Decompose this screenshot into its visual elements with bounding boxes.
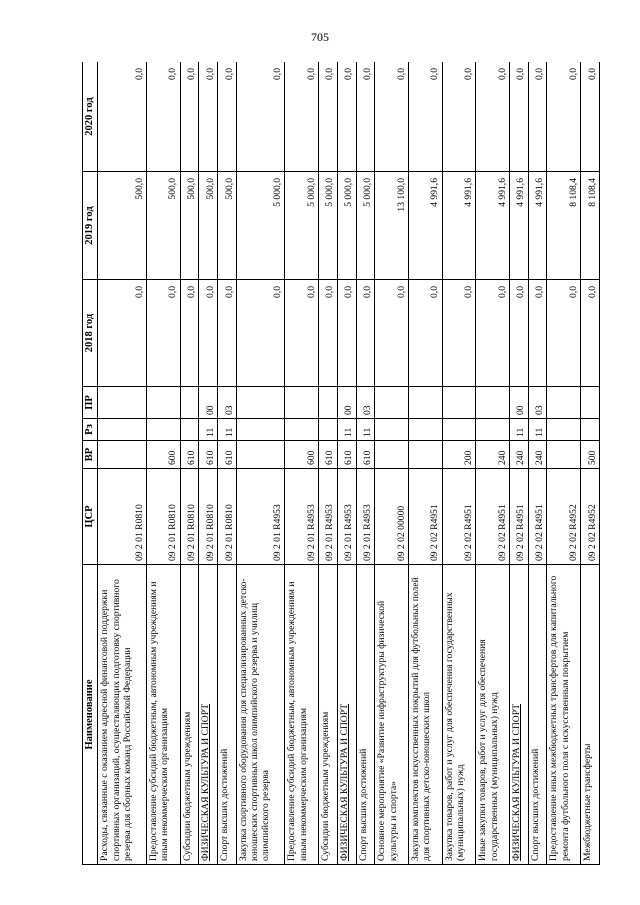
cell-2019: 500,0 bbox=[98, 172, 146, 280]
cell-name: Спорт высших достижений bbox=[356, 565, 375, 865]
cell-name: Основное мероприятие «Развитие инфраструктуры физической культуры и спорта» bbox=[375, 565, 409, 865]
cell-name: Расходы, связанные с оказанием адресной финансовой поддержки спортивных организаций, осуществляющих подготовку спортивного резерва для сборных команд Российской Федерации bbox=[98, 565, 146, 865]
cell-rz bbox=[442, 419, 476, 441]
table-row bbox=[98, 62, 146, 865]
table-row bbox=[476, 62, 510, 865]
cell-name bbox=[199, 565, 218, 865]
cell-2020: 0,0 bbox=[528, 62, 547, 172]
cell-pr bbox=[98, 387, 146, 419]
cell-name bbox=[337, 565, 356, 865]
cell-vr: 610 bbox=[318, 441, 337, 469]
table-row bbox=[199, 62, 218, 865]
cell-2020: 0,0 bbox=[375, 62, 409, 172]
cell-name: Закупка спортивного оборудования для специализированных детско-юношеских спортивных школ олимпийского резерва и училищ олимпийского резерва bbox=[236, 565, 284, 865]
table-row bbox=[146, 62, 180, 865]
cell-name: Межбюджетные трансферты bbox=[581, 565, 600, 865]
cell-pr: 00 bbox=[509, 387, 528, 419]
cell-pr: 03 bbox=[218, 387, 237, 419]
cell-pr bbox=[375, 387, 409, 419]
header-vr: ВР bbox=[83, 441, 98, 469]
cell-pr bbox=[442, 387, 476, 419]
cell-2019: 4 991,6 bbox=[408, 172, 442, 280]
cell-pr bbox=[408, 387, 442, 419]
cell-vr bbox=[408, 441, 442, 469]
rotated-table-frame bbox=[82, 62, 600, 865]
cell-name: Предоставление иных межбюджетных трансфертов для капитального ремонта футбольного поля с искусственным покрытием bbox=[547, 565, 581, 865]
cell-2018: 0,0 bbox=[476, 280, 510, 387]
cell-vr: 240 bbox=[509, 441, 528, 469]
cell-2019: 4 991,6 bbox=[528, 172, 547, 280]
cell-csr: 09 2 01 R0810 bbox=[180, 469, 199, 565]
cell-2020: 0,0 bbox=[218, 62, 237, 172]
cell-name: Субсидии бюджетным учреждениям bbox=[180, 565, 199, 865]
cell-2018: 0,0 bbox=[408, 280, 442, 387]
cell-name: Закупка товаров, работ и услуг для обеспечения государственных (муниципальных) нужд bbox=[442, 565, 476, 865]
cell-rz: 11 bbox=[199, 419, 218, 441]
cell-rz bbox=[180, 419, 199, 441]
cell-2019: 4 991,6 bbox=[442, 172, 476, 280]
table-row bbox=[236, 62, 284, 865]
cell-name: Спорт высших достижений bbox=[218, 565, 237, 865]
cell-pr: 03 bbox=[528, 387, 547, 419]
cell-rz: 11 bbox=[509, 419, 528, 441]
cell-2020: 0,0 bbox=[146, 62, 180, 172]
cell-rz bbox=[146, 419, 180, 441]
cell-rz bbox=[285, 419, 319, 441]
cell-csr: 09 2 02 R4951 bbox=[528, 469, 547, 565]
cell-2019: 5 000,0 bbox=[318, 172, 337, 280]
cell-vr: 610 bbox=[218, 441, 237, 469]
cell-rz bbox=[236, 419, 284, 441]
cell-name: Закупка комплектов искусственных покрытий для футбольных полей для спортивных детско-юношеских школ bbox=[408, 565, 442, 865]
cell-name: Субсидии бюджетным учреждениям bbox=[318, 565, 337, 865]
cell-2019: 4 991,6 bbox=[476, 172, 510, 280]
cell-2020: 0,0 bbox=[356, 62, 375, 172]
cell-pr bbox=[318, 387, 337, 419]
cell-2018: 0,0 bbox=[318, 280, 337, 387]
cell-2018: 0,0 bbox=[528, 280, 547, 387]
cell-vr bbox=[547, 441, 581, 469]
table-row bbox=[547, 62, 581, 865]
cell-2019: 500,0 bbox=[180, 172, 199, 280]
cell-rz bbox=[98, 419, 146, 441]
cell-2018: 0,0 bbox=[199, 280, 218, 387]
cell-2020: 0,0 bbox=[547, 62, 581, 172]
cell-vr bbox=[236, 441, 284, 469]
cell-vr: 610 bbox=[180, 441, 199, 469]
cell-csr: 09 2 02 R4952 bbox=[547, 469, 581, 565]
cell-csr: 09 2 01 R4953 bbox=[318, 469, 337, 565]
cell-rz: 11 bbox=[218, 419, 237, 441]
cell-2020: 0,0 bbox=[98, 62, 146, 172]
section-title: ФИЗИЧЕСКАЯ КУЛЬТУРА И СПОРТ bbox=[338, 703, 350, 861]
cell-vr: 610 bbox=[199, 441, 218, 469]
cell-rz bbox=[375, 419, 409, 441]
cell-csr: 09 2 02 R4951 bbox=[509, 469, 528, 565]
cell-2019: 8 108,4 bbox=[547, 172, 581, 280]
cell-rz bbox=[476, 419, 510, 441]
page-number: 705 bbox=[311, 30, 329, 44]
cell-name: Иные закупки товаров, работ и услуг для обеспечения государственных (муниципальных) нужд bbox=[476, 565, 510, 865]
cell-name: Предоставление субсидий бюджетным, автономным учреждениям и иным некоммерческим организациям bbox=[146, 565, 180, 865]
header-rz: Рз bbox=[83, 419, 98, 441]
table-row bbox=[180, 62, 199, 865]
cell-2020: 0,0 bbox=[236, 62, 284, 172]
budget-table bbox=[82, 62, 600, 865]
table-row bbox=[408, 62, 442, 865]
cell-csr: 09 2 02 R4951 bbox=[408, 469, 442, 565]
table-row bbox=[218, 62, 237, 865]
cell-csr: 09 2 02 R4951 bbox=[442, 469, 476, 565]
cell-2018: 0,0 bbox=[375, 280, 409, 387]
header-2019: 2019 год bbox=[83, 172, 98, 280]
cell-vr: 610 bbox=[337, 441, 356, 469]
cell-csr: 09 2 01 R0810 bbox=[218, 469, 237, 565]
cell-name bbox=[509, 565, 528, 865]
cell-csr: 09 2 01 R0810 bbox=[146, 469, 180, 565]
cell-csr: 09 2 01 R4953 bbox=[356, 469, 375, 565]
cell-csr: 09 2 01 R0810 bbox=[199, 469, 218, 565]
cell-name: Предоставление субсидий бюджетным, автономным учреждениям и иным некоммерческим организациям bbox=[285, 565, 319, 865]
table-row bbox=[337, 62, 356, 865]
cell-2018: 0,0 bbox=[509, 280, 528, 387]
cell-2020: 0,0 bbox=[180, 62, 199, 172]
cell-csr: 09 2 02 R4952 bbox=[581, 469, 600, 565]
cell-vr bbox=[375, 441, 409, 469]
cell-2019: 8 108,4 bbox=[581, 172, 600, 280]
header-2020: 2020 год bbox=[83, 62, 98, 172]
cell-pr bbox=[180, 387, 199, 419]
header-csr: ЦСР bbox=[83, 469, 98, 565]
cell-2018: 0,0 bbox=[337, 280, 356, 387]
cell-2020: 0,0 bbox=[408, 62, 442, 172]
cell-pr bbox=[285, 387, 319, 419]
cell-2020: 0,0 bbox=[285, 62, 319, 172]
cell-csr: 09 2 01 R4953 bbox=[236, 469, 284, 565]
cell-2019: 500,0 bbox=[199, 172, 218, 280]
cell-rz: 11 bbox=[337, 419, 356, 441]
cell-2018: 0,0 bbox=[356, 280, 375, 387]
section-title: ФИЗИЧЕСКАЯ КУЛЬТУРА И СПОРТ bbox=[200, 703, 212, 861]
cell-csr: 09 2 02 R4951 bbox=[476, 469, 510, 565]
table-row bbox=[528, 62, 547, 865]
cell-2020: 0,0 bbox=[199, 62, 218, 172]
cell-2020: 0,0 bbox=[476, 62, 510, 172]
cell-2019: 5 000,0 bbox=[285, 172, 319, 280]
cell-vr: 500 bbox=[581, 441, 600, 469]
table-row bbox=[318, 62, 337, 865]
cell-2019: 5 000,0 bbox=[236, 172, 284, 280]
cell-2018: 0,0 bbox=[218, 280, 237, 387]
cell-vr: 610 bbox=[356, 441, 375, 469]
cell-2019: 500,0 bbox=[218, 172, 237, 280]
cell-rz: 11 bbox=[356, 419, 375, 441]
header-2018: 2018 год bbox=[83, 280, 98, 387]
cell-vr: 200 bbox=[442, 441, 476, 469]
cell-csr: 09 2 01 R4953 bbox=[337, 469, 356, 565]
table-header-row bbox=[83, 62, 98, 865]
cell-pr bbox=[547, 387, 581, 419]
cell-2018: 0,0 bbox=[581, 280, 600, 387]
cell-vr: 240 bbox=[476, 441, 510, 469]
cell-2018: 0,0 bbox=[146, 280, 180, 387]
cell-2019: 4 991,6 bbox=[509, 172, 528, 280]
cell-csr: 09 2 02 00000 bbox=[375, 469, 409, 565]
cell-2018: 0,0 bbox=[236, 280, 284, 387]
cell-pr bbox=[146, 387, 180, 419]
cell-2019: 5 000,0 bbox=[337, 172, 356, 280]
cell-pr: 00 bbox=[199, 387, 218, 419]
table-row bbox=[285, 62, 319, 865]
header-name: Наименование bbox=[83, 565, 98, 865]
cell-2020: 0,0 bbox=[337, 62, 356, 172]
cell-2018: 0,0 bbox=[547, 280, 581, 387]
cell-2020: 0,0 bbox=[318, 62, 337, 172]
cell-vr: 240 bbox=[528, 441, 547, 469]
cell-2018: 0,0 bbox=[180, 280, 199, 387]
cell-2018: 0,0 bbox=[285, 280, 319, 387]
table-body bbox=[98, 62, 600, 865]
cell-2020: 0,0 bbox=[442, 62, 476, 172]
cell-name: Спорт высших достижений bbox=[528, 565, 547, 865]
cell-pr: 00 bbox=[337, 387, 356, 419]
table-row bbox=[375, 62, 409, 865]
cell-rz bbox=[408, 419, 442, 441]
cell-rz bbox=[318, 419, 337, 441]
table-row bbox=[442, 62, 476, 865]
cell-pr bbox=[236, 387, 284, 419]
cell-2019: 13 100,0 bbox=[375, 172, 409, 280]
cell-rz bbox=[581, 419, 600, 441]
rotated-table-container bbox=[82, 62, 600, 865]
cell-pr bbox=[476, 387, 510, 419]
cell-rz bbox=[547, 419, 581, 441]
cell-2018: 0,0 bbox=[442, 280, 476, 387]
cell-pr bbox=[581, 387, 600, 419]
cell-2020: 0,0 bbox=[581, 62, 600, 172]
cell-rz: 11 bbox=[528, 419, 547, 441]
section-title: ФИЗИЧЕСКАЯ КУЛЬТУРА И СПОРТ bbox=[510, 703, 522, 861]
table-row bbox=[356, 62, 375, 865]
cell-2019: 5 000,0 bbox=[356, 172, 375, 280]
cell-csr: 09 2 01 R0810 bbox=[98, 469, 146, 565]
table-row bbox=[581, 62, 600, 865]
table-row bbox=[509, 62, 528, 865]
cell-csr: 09 2 01 R4953 bbox=[285, 469, 319, 565]
cell-2019: 500,0 bbox=[146, 172, 180, 280]
cell-2020: 0,0 bbox=[509, 62, 528, 172]
header-pr: ПР bbox=[83, 387, 98, 419]
cell-pr: 03 bbox=[356, 387, 375, 419]
cell-vr bbox=[98, 441, 146, 469]
cell-vr: 600 bbox=[285, 441, 319, 469]
cell-vr: 600 bbox=[146, 441, 180, 469]
cell-2018: 0,0 bbox=[98, 280, 146, 387]
